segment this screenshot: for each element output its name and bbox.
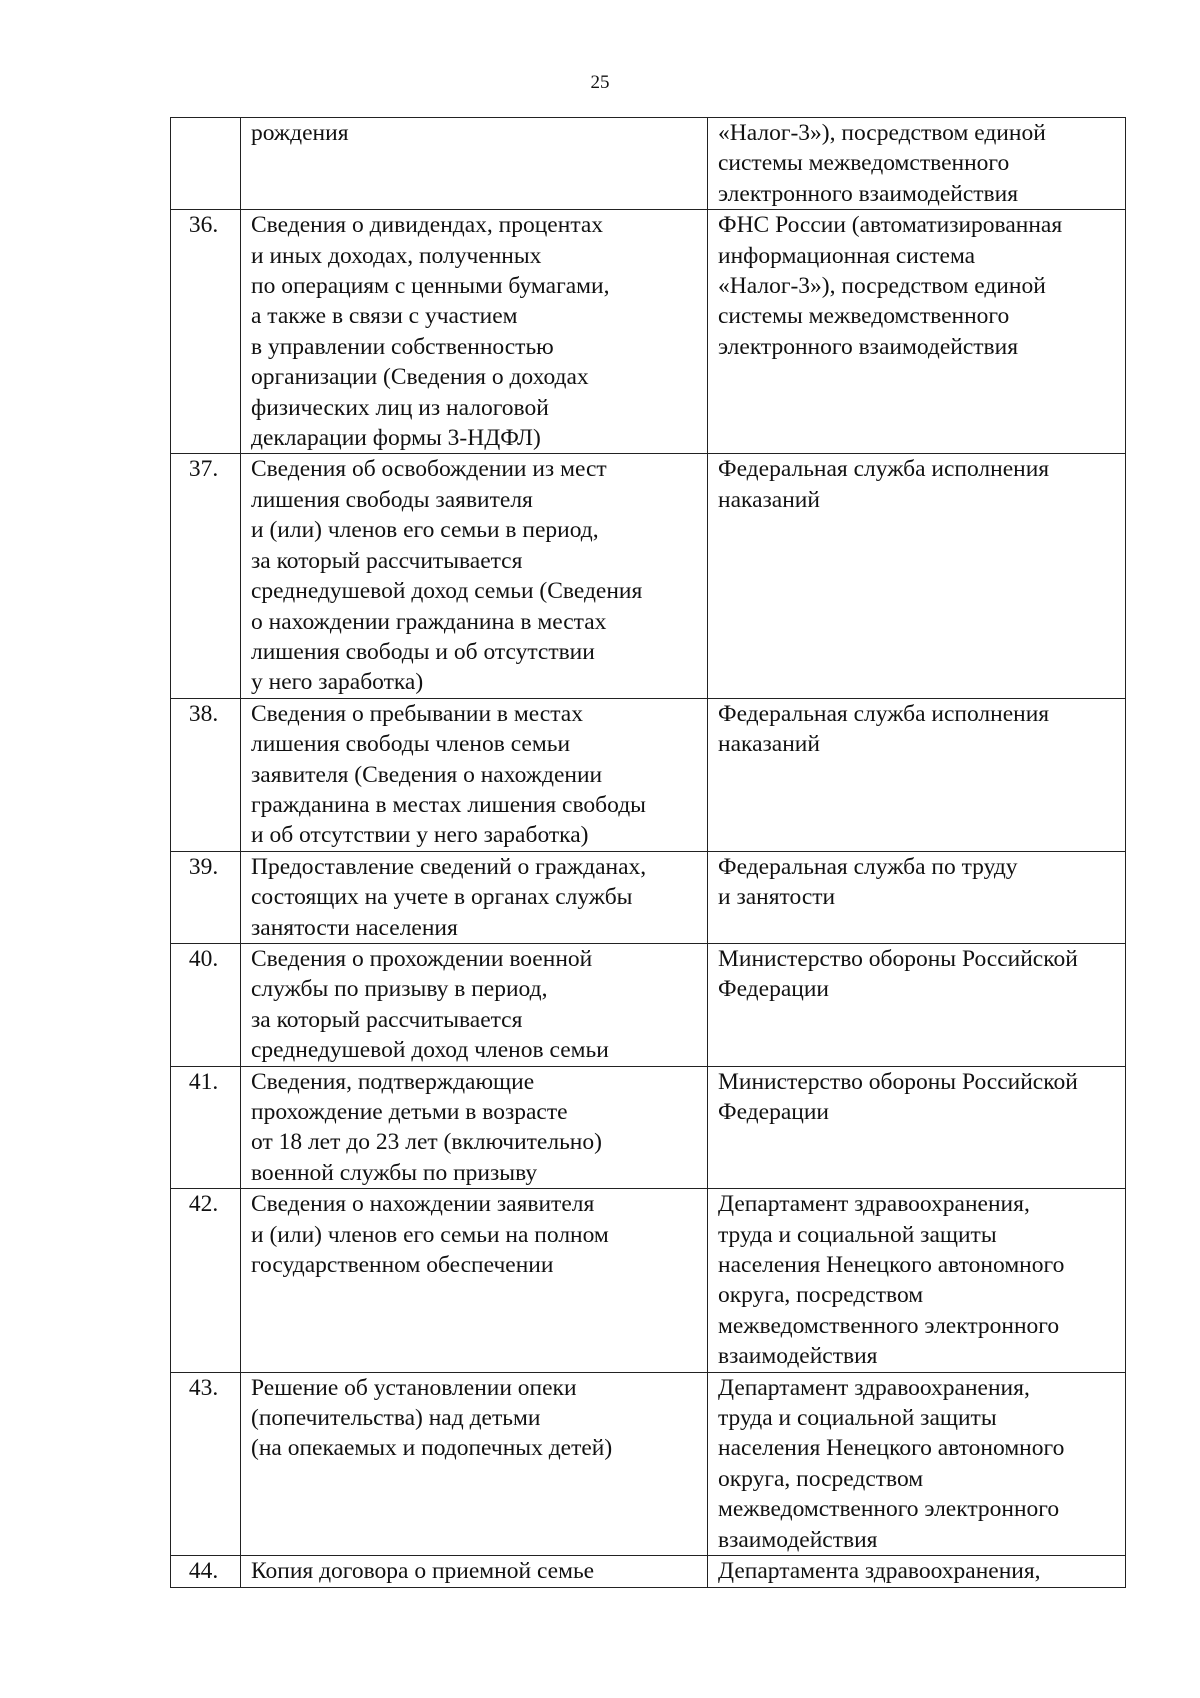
documents-table <box>170 117 1126 1588</box>
info-line: Сведения о дивидендах, процентах <box>251 212 604 239</box>
row-number <box>171 118 241 210</box>
source-line: населения Ненецкого автономного <box>718 1435 1065 1462</box>
info-line: Сведения о прохождении военной <box>251 945 593 972</box>
table-row <box>171 118 1126 210</box>
info-line: гражданина в местах лишения свободы <box>251 791 646 818</box>
source-cell <box>708 1372 1126 1555</box>
row-number: 37. <box>171 454 241 698</box>
info-cell <box>241 454 708 698</box>
info-line: рождения <box>251 120 349 146</box>
info-line: Сведения о пребывании в местах <box>251 700 583 727</box>
source-line: «Налог-3»), посредством единой <box>718 273 1046 300</box>
info-line: декларации формы 3-НДФЛ) <box>251 425 541 452</box>
info-line: лишения свободы членов семьи <box>251 731 571 758</box>
info-line: организации (Сведения о доходах <box>251 364 589 391</box>
info-cell <box>241 1372 708 1555</box>
info-line: состоящих на учете в органах службы <box>251 884 633 911</box>
source-line: Департамент здравоохранения, <box>718 1374 1030 1401</box>
table-row <box>171 698 1126 851</box>
source-line: электронного взаимодействия <box>718 333 1019 360</box>
info-cell <box>241 698 708 851</box>
page-number: 25 <box>590 72 610 93</box>
info-line: и (или) членов его семьи в период, <box>251 517 599 544</box>
source-cell <box>708 454 1126 698</box>
info-line: Копия договора о приемной семье <box>251 1558 595 1585</box>
info-line: среднедушевой доход членов семьи <box>251 1037 609 1064</box>
table-row <box>171 1189 1126 1372</box>
source-cell <box>708 1066 1126 1189</box>
source-line: взаимодействия <box>718 1526 878 1553</box>
source-line: наказаний <box>718 486 820 513</box>
info-line: и (или) членов его семьи на полном <box>251 1221 609 1248</box>
source-cell <box>708 210 1126 454</box>
info-line: за который рассчитывается <box>251 1006 523 1033</box>
table-row <box>171 454 1126 698</box>
source-line: Федерации <box>718 1099 829 1125</box>
source-line: системы межведомственного <box>718 303 1010 330</box>
source-cell <box>708 1189 1126 1372</box>
table-row <box>171 943 1126 1066</box>
info-cell <box>241 1189 708 1372</box>
row-number: 43. <box>171 1372 241 1555</box>
table-row <box>171 1372 1126 1555</box>
info-line: физических лиц из налоговой <box>251 394 549 421</box>
info-line: Сведения, подтверждающие <box>251 1068 535 1095</box>
source-line: информационная система <box>718 242 976 269</box>
row-number: 41. <box>171 1066 241 1189</box>
info-line: лишения свободы и об отсутствии <box>251 638 595 665</box>
info-cell <box>241 943 708 1066</box>
source-line: взаимодействия <box>718 1343 878 1370</box>
info-line: лишения свободы заявителя <box>251 486 533 513</box>
info-line: государственном обеспечении <box>251 1252 554 1279</box>
info-line: заявителя (Сведения о нахождении <box>251 761 603 788</box>
source-line: труда и социальной защиты <box>718 1221 997 1248</box>
source-line: Департамента здравоохранения, <box>718 1558 1041 1585</box>
info-line: Решение об установлении опеки <box>251 1374 577 1401</box>
info-cell <box>241 1556 708 1587</box>
info-line: (на опекаемых и подопечных детей) <box>251 1435 613 1462</box>
source-line: системы межведомственного <box>718 150 1010 177</box>
info-line: Сведения о нахождении заявителя <box>251 1191 595 1218</box>
info-line: у него заработка) <box>251 669 424 696</box>
source-line: труда и социальной защиты <box>718 1405 997 1432</box>
table-body <box>171 118 1126 1588</box>
info-line: а также в связи с участием <box>251 303 518 330</box>
source-line: Федеральная служба исполнения <box>718 700 1050 727</box>
source-line: межведомственного электронного <box>718 1496 1060 1523</box>
source-cell <box>708 118 1126 210</box>
info-line: Предоставление сведений о гражданах, <box>251 853 647 880</box>
info-line: и об отсутствии у него заработка) <box>251 822 589 849</box>
source-line: Министерство обороны Российской <box>718 1068 1078 1095</box>
source-cell <box>708 698 1126 851</box>
info-line: за который рассчитывается <box>251 547 523 574</box>
row-number: 38. <box>171 698 241 851</box>
source-line: межведомственного электронного <box>718 1312 1060 1339</box>
info-line: прохождение детьми в возрасте <box>251 1099 568 1125</box>
info-line: от 18 лет до 23 лет (включительно) <box>251 1129 602 1156</box>
info-line: (попечительства) над детьми <box>251 1405 541 1432</box>
info-cell <box>241 1066 708 1189</box>
row-number: 36. <box>171 210 241 454</box>
info-cell <box>241 210 708 454</box>
info-line: по операциям с ценными бумагами, <box>251 273 610 300</box>
table-row <box>171 851 1126 943</box>
source-cell <box>708 1556 1126 1587</box>
source-line: и занятости <box>718 884 836 911</box>
source-line: наказаний <box>718 731 820 758</box>
source-line: населения Ненецкого автономного <box>718 1252 1065 1279</box>
row-number: 39. <box>171 851 241 943</box>
source-line: Федеральная служба исполнения <box>718 456 1050 483</box>
source-line: ФНС России (автоматизированная <box>718 212 1063 239</box>
info-line: Сведения об освобождении из мест <box>251 456 607 483</box>
info-line: и иных доходах, полученных <box>251 242 542 269</box>
source-line: Федерации <box>718 976 829 1003</box>
table-row <box>171 1556 1126 1587</box>
info-line: занятости населения <box>251 914 458 941</box>
info-line: службы по призыву в период, <box>251 976 548 1003</box>
source-cell <box>708 851 1126 943</box>
info-cell <box>241 851 708 943</box>
table-row <box>171 1066 1126 1189</box>
source-line: Департамент здравоохранения, <box>718 1191 1030 1218</box>
source-line: Министерство обороны Российской <box>718 945 1078 972</box>
row-number: 42. <box>171 1189 241 1372</box>
info-line: среднедушевой доход семьи (Сведения <box>251 578 643 605</box>
source-line: Федеральная служба по труду <box>718 853 1018 880</box>
table-row <box>171 210 1126 454</box>
source-line: округа, посредством <box>718 1282 924 1309</box>
row-number: 40. <box>171 943 241 1066</box>
info-line: о нахождении гражданина в местах <box>251 608 607 635</box>
info-cell <box>241 118 708 210</box>
row-number: 44. <box>171 1556 241 1587</box>
source-line: электронного взаимодействия <box>718 180 1019 207</box>
info-line: военной службы по призыву <box>251 1159 538 1186</box>
source-cell <box>708 943 1126 1066</box>
info-line: в управлении собственностью <box>251 333 554 360</box>
source-line: «Налог-3»), посредством единой <box>718 120 1046 146</box>
source-line: округа, посредством <box>718 1465 924 1492</box>
